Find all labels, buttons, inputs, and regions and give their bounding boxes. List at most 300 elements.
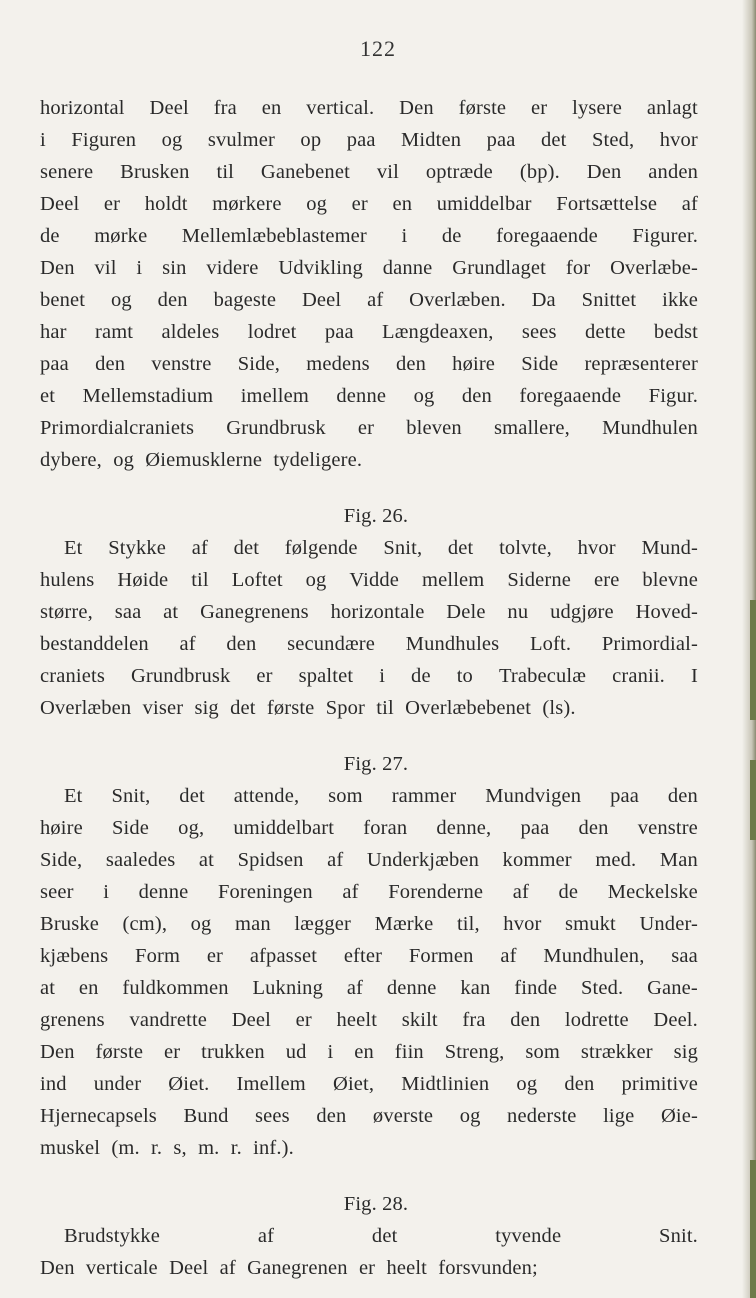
text-line: [40, 780, 698, 812]
word: Den: [40, 1257, 75, 1279]
text-line: [40, 348, 698, 380]
word: Sted,: [591, 129, 635, 151]
word: anlagt: [646, 97, 698, 119]
word: lodret: [247, 321, 297, 343]
word: paa: [610, 785, 639, 807]
page-edge-mark: [750, 600, 756, 720]
word: Primordial-: [601, 633, 698, 655]
word: efter: [343, 945, 383, 967]
word: de: [441, 225, 462, 247]
word: Ganegrenen: [247, 1257, 348, 1279]
word: holdt: [144, 193, 188, 215]
word: Snittet: [581, 289, 637, 311]
word: sig: [673, 1041, 698, 1063]
word: en: [78, 977, 99, 999]
word: saaledes: [105, 849, 176, 871]
word: det: [447, 537, 474, 559]
word: Side,: [40, 849, 83, 871]
word: vil: [376, 161, 399, 183]
word: hulens: [40, 569, 95, 591]
word: kan: [460, 977, 491, 999]
word: høire: [40, 817, 83, 839]
word: Lukning: [252, 977, 323, 999]
word: første: [266, 697, 315, 719]
word: det: [179, 785, 205, 807]
word: umiddelbar: [436, 193, 532, 215]
word: og: [306, 193, 328, 215]
word: danne: [382, 257, 433, 279]
word: og: [113, 449, 135, 471]
word: er: [206, 945, 224, 967]
word: op: [300, 129, 322, 151]
figure-heading: Fig. 26.: [343, 505, 409, 527]
heading-gap: [40, 1164, 698, 1188]
word: denne: [138, 881, 189, 903]
heading-gap: [40, 476, 698, 500]
word: det: [371, 1225, 398, 1247]
word: videre: [206, 257, 259, 279]
word: r.: [230, 1137, 242, 1159]
word: af: [512, 881, 529, 903]
word: det: [540, 129, 567, 151]
word: og: [516, 1073, 538, 1095]
word: fuldkommen: [122, 977, 229, 999]
word: at: [198, 849, 215, 871]
word: foran: [363, 817, 408, 839]
word: kjæbens: [40, 945, 109, 967]
word: (m.: [111, 1137, 140, 1159]
word: dette: [585, 321, 626, 343]
word: Loft.: [529, 633, 572, 655]
word: Den: [40, 1041, 75, 1063]
word: Loftet: [231, 569, 283, 591]
word: Snit,: [383, 537, 423, 559]
word: er: [351, 193, 368, 215]
word: til: [376, 697, 394, 719]
word: af: [219, 1257, 236, 1279]
word: paa: [486, 129, 516, 151]
word: saa: [114, 601, 142, 623]
word: svulmer: [207, 129, 275, 151]
word: af: [257, 1225, 275, 1247]
word: s,: [173, 1137, 187, 1159]
word: foregaaende: [519, 385, 622, 407]
word: to: [456, 665, 473, 687]
word: Deel: [301, 289, 342, 311]
word: med.: [595, 849, 637, 871]
word: vil: [94, 257, 117, 279]
word: saa: [671, 945, 698, 967]
word: det: [230, 697, 256, 719]
word: er: [256, 665, 273, 687]
word: Streng,: [444, 1041, 505, 1063]
word: verticale: [85, 1257, 158, 1279]
word: den: [157, 289, 188, 311]
word: som: [328, 785, 363, 807]
word: afpasset: [249, 945, 318, 967]
word: Side: [112, 817, 150, 839]
word: lige: [603, 1105, 635, 1127]
word: Formen: [408, 945, 474, 967]
word: for: [565, 257, 591, 279]
text-line: [40, 1068, 698, 1100]
word: spaltet: [298, 665, 354, 687]
text-line: [40, 876, 698, 908]
word: bleven: [406, 417, 462, 439]
word: Mærke: [374, 913, 434, 935]
word: ud: [285, 1041, 307, 1063]
word: Længdeaxen,: [382, 321, 494, 343]
word: som: [525, 1041, 560, 1063]
word: af: [327, 849, 344, 871]
text-line: [40, 188, 698, 220]
word: til: [216, 161, 235, 183]
word: af: [179, 633, 196, 655]
word: Gane-: [647, 977, 698, 999]
word: Spor: [325, 697, 366, 719]
word: Stykke: [108, 537, 167, 559]
word: i: [401, 225, 408, 247]
word: denne: [386, 977, 437, 999]
word: udgjøre: [550, 601, 614, 623]
text-line: [40, 692, 698, 724]
word: og: [459, 1105, 481, 1127]
word: paa: [520, 817, 550, 839]
word: Under-: [639, 913, 698, 935]
word: er: [295, 1009, 312, 1031]
text-line: [40, 1252, 698, 1284]
text-line: [40, 284, 698, 316]
word: større,: [40, 601, 93, 623]
page-number: 122: [360, 36, 396, 61]
word: Høide: [117, 569, 169, 591]
word: Grundbrusk: [226, 417, 326, 439]
word: sig: [194, 697, 219, 719]
word: Grundlaget: [452, 257, 547, 279]
word: af: [346, 977, 364, 999]
text-line: [40, 1132, 698, 1164]
word: Grundbrusk: [130, 665, 231, 687]
word: craniets: [40, 665, 105, 687]
word: er: [164, 1041, 181, 1063]
word: ramt: [94, 321, 134, 343]
word: Vidde: [349, 569, 400, 591]
word: en: [392, 193, 413, 215]
word: mørkere: [212, 193, 282, 215]
word: Trabeculæ: [498, 665, 587, 687]
word: dybere,: [40, 449, 102, 471]
word: paa: [346, 129, 376, 151]
word: Mundvigen: [485, 785, 582, 807]
word: af: [342, 881, 359, 903]
text-line: [40, 660, 698, 692]
word: anden: [648, 161, 698, 183]
text-line: [40, 812, 698, 844]
word: lodrette: [564, 1009, 629, 1031]
word: af: [191, 537, 208, 559]
word: Brusken: [120, 161, 190, 183]
word: (bp).: [519, 161, 560, 183]
word: Øie-: [660, 1105, 698, 1127]
text-line: [40, 220, 698, 252]
word: af: [500, 945, 517, 967]
word: under: [93, 1073, 142, 1095]
text-line: [40, 316, 698, 348]
word: til,: [456, 913, 480, 935]
word: forsvunden;: [438, 1257, 538, 1279]
word: Den: [40, 257, 75, 279]
word: er: [531, 97, 548, 119]
word: aldeles: [161, 321, 220, 343]
text-line: [40, 124, 698, 156]
word: Primordialcraniets: [40, 417, 195, 439]
text-line: [40, 412, 698, 444]
word: den: [316, 1105, 347, 1127]
word: secundære: [287, 633, 376, 655]
text-line: [40, 940, 698, 972]
heading-gap: [40, 724, 698, 748]
word: Øiet.: [168, 1073, 210, 1095]
word: Deel: [169, 1257, 209, 1279]
word: den: [578, 817, 609, 839]
word: trukken: [201, 1041, 265, 1063]
word: primitive: [621, 1073, 698, 1095]
figure-heading: Fig. 27.: [343, 753, 409, 775]
word: Figurer.: [632, 225, 698, 247]
word: denne: [336, 385, 387, 407]
word: inf.).: [253, 1137, 294, 1159]
word: Hoved-: [635, 601, 698, 623]
word: Øiemusklerne: [145, 449, 263, 471]
word: benet: [40, 289, 86, 311]
word: strækker: [580, 1041, 653, 1063]
text-line: [40, 596, 698, 628]
text-line: [40, 444, 698, 476]
word: sin: [162, 257, 187, 279]
word: rammer: [391, 785, 457, 807]
word: I: [690, 665, 698, 687]
word: Mellemstadium: [82, 385, 214, 407]
word: hvor: [503, 913, 542, 935]
body-text: [40, 92, 698, 1284]
word: grenens: [40, 1009, 105, 1031]
word: i: [379, 665, 386, 687]
text-line: [40, 628, 698, 660]
word: og: [305, 569, 327, 591]
word: Midtlinien: [401, 1073, 490, 1095]
word: en: [261, 97, 282, 119]
word: sees: [255, 1105, 290, 1127]
word: Forenderne: [388, 881, 484, 903]
word: Den: [399, 97, 434, 119]
word: Midten: [401, 129, 462, 151]
word: denne,: [436, 817, 492, 839]
word: af: [367, 289, 384, 311]
word: (cm),: [122, 913, 168, 935]
word: har: [40, 321, 67, 343]
word: Den: [586, 161, 622, 183]
word: første: [458, 97, 507, 119]
word: (ls).: [542, 697, 576, 719]
word: Figur.: [648, 385, 698, 407]
word: fra: [213, 97, 237, 119]
word: horizontale: [330, 601, 425, 623]
word: kommer: [502, 849, 572, 871]
word: den: [564, 1073, 595, 1095]
text-line: [40, 380, 698, 412]
word: venstre: [637, 817, 698, 839]
word: Overlæben.: [409, 289, 506, 311]
word: cranii.: [612, 665, 665, 687]
word: følgende: [284, 537, 358, 559]
word: man: [235, 913, 271, 935]
word: Siderne: [507, 569, 572, 591]
word: den: [95, 353, 126, 375]
word: blevne: [642, 569, 698, 591]
text-line: [40, 92, 698, 124]
word: og,: [178, 817, 205, 839]
word: optræde: [425, 161, 493, 183]
word: sees: [521, 321, 557, 343]
word: i: [136, 257, 143, 279]
word: de: [411, 665, 431, 687]
word: Et: [64, 785, 83, 807]
word: repræsenterer: [584, 353, 698, 375]
word: af: [681, 193, 698, 215]
word: r.: [151, 1137, 163, 1159]
word: Meckelske: [607, 881, 698, 903]
word: Deel: [231, 1009, 271, 1031]
word: den: [226, 633, 257, 655]
word: Mundhulen,: [543, 945, 645, 967]
word: Et: [64, 537, 83, 559]
word: de: [558, 881, 579, 903]
figure-heading: Fig. 28.: [343, 1193, 409, 1215]
word: ikke: [662, 289, 698, 311]
word: horizontal: [40, 97, 125, 119]
word: høire: [452, 353, 496, 375]
word: Overlæbe-: [610, 257, 698, 279]
word: Figuren: [71, 129, 137, 151]
word: til: [191, 569, 209, 591]
word: bageste: [213, 289, 277, 311]
word: medens: [306, 353, 370, 375]
word: imellem: [240, 385, 309, 407]
word: Underkjæben: [366, 849, 479, 871]
word: Sted.: [580, 977, 624, 999]
word: foregaaende: [496, 225, 598, 247]
word: vandrette: [129, 1009, 208, 1031]
word: fra: [462, 1009, 486, 1031]
word: mørke: [94, 225, 148, 247]
word: viser: [142, 697, 184, 719]
word: den: [510, 1009, 541, 1031]
word: den: [461, 385, 492, 407]
word: og: [161, 129, 183, 151]
word: Overlæbebenet: [405, 697, 532, 719]
word: vertical.: [306, 97, 375, 119]
word: Mundhulen: [602, 417, 698, 439]
word: Snit,: [111, 785, 151, 807]
word: Man: [659, 849, 698, 871]
word: ind: [40, 1073, 67, 1095]
text-line: [40, 156, 698, 188]
word: er: [358, 1257, 376, 1279]
word: Deel.: [653, 1009, 698, 1031]
word: Deel: [40, 193, 80, 215]
word: fiin: [394, 1041, 424, 1063]
word: paa: [324, 321, 354, 343]
text-line: [40, 844, 698, 876]
word: mellem: [422, 569, 485, 591]
word: Bund: [183, 1105, 229, 1127]
word: Snit.: [659, 1225, 698, 1247]
word: bedst: [653, 321, 698, 343]
word: i: [327, 1041, 334, 1063]
word: nederste: [507, 1105, 577, 1127]
word: Form: [135, 945, 181, 967]
word: Udvikling: [278, 257, 363, 279]
word: heelt: [386, 1257, 428, 1279]
word: nu: [507, 601, 529, 623]
word: hvor: [577, 537, 616, 559]
word: seer: [40, 881, 74, 903]
word: heelt: [336, 1009, 378, 1031]
word: Side,: [237, 353, 281, 375]
word: Hjernecapsels: [40, 1105, 157, 1127]
text-line: [40, 1100, 698, 1132]
word: Mundhules: [405, 633, 500, 655]
word: finde: [514, 977, 558, 999]
word: Bruske: [40, 913, 99, 935]
word: Mellemlæbeblastemer: [181, 225, 367, 247]
word: muskel: [40, 1137, 101, 1159]
word: Overlæben: [40, 697, 132, 719]
word: Spidsen: [237, 849, 304, 871]
word: venstre: [151, 353, 212, 375]
word: umiddelbart: [233, 817, 335, 839]
word: bestanddelen: [40, 633, 149, 655]
page-edge-mark: [750, 1160, 756, 1298]
word: Fortsættelse: [556, 193, 658, 215]
word: Mund-: [641, 537, 698, 559]
word: hvor: [659, 129, 698, 151]
word: tyvende: [495, 1225, 562, 1247]
text-line: [40, 532, 698, 564]
text-line: [40, 252, 698, 284]
page-edge-mark: [750, 760, 756, 840]
word: tydeligere.: [273, 449, 363, 471]
word: et: [40, 385, 56, 407]
text-line: [40, 1220, 698, 1252]
word: i: [40, 129, 46, 151]
word: Side: [521, 353, 559, 375]
word: Ganegrenens: [200, 601, 309, 623]
word: smallere,: [493, 417, 570, 439]
word: Øiet,: [333, 1073, 375, 1095]
word: lægger: [294, 913, 352, 935]
text-line: [40, 908, 698, 940]
word: det: [233, 537, 260, 559]
text-line: [40, 972, 698, 1004]
word: attende,: [233, 785, 300, 807]
text-line: [40, 1036, 698, 1068]
word: de: [40, 225, 60, 247]
word: den: [395, 353, 426, 375]
word: øverste: [372, 1105, 434, 1127]
word: at: [40, 977, 56, 999]
word: smukt: [565, 913, 616, 935]
